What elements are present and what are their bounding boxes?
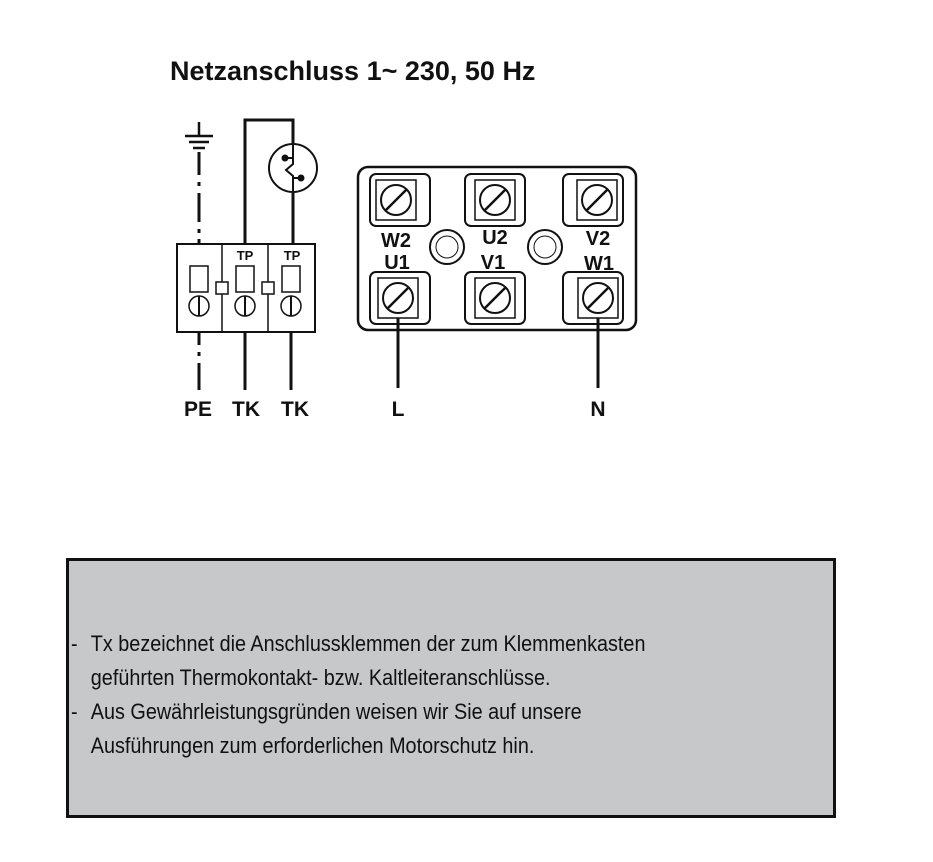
- label-w1: W1: [584, 253, 614, 275]
- note-2-dash: -: [71, 699, 78, 724]
- thermostat-icon: [269, 144, 317, 192]
- terminal-v1: [465, 272, 525, 324]
- label-w2: W2: [381, 230, 411, 252]
- mounting-hole-right: [528, 230, 562, 264]
- note-1-dash: -: [71, 631, 78, 656]
- terminal-v2: [563, 174, 623, 226]
- note-2-line-2: Ausführungen zum erforderlichen Motorschutz hin.: [90, 733, 535, 758]
- note-1-line-2: geführten Thermokontakt- bzw. Kaltleiteranschlüsse.: [90, 665, 551, 690]
- terminal-u2: [465, 174, 525, 226]
- notes-box: [66, 558, 836, 818]
- terminal-w1: [563, 272, 623, 324]
- label-v2: V2: [585, 228, 611, 250]
- earth-ground-icon: [185, 122, 213, 148]
- tk-wires: [245, 332, 291, 390]
- note-2: [71, 695, 748, 763]
- tp-label-1: TP: [236, 248, 254, 263]
- label-tk-1: TK: [232, 398, 260, 421]
- label-l: L: [391, 398, 405, 421]
- terminal-u1: [370, 272, 430, 324]
- label-tk-2: TK: [281, 398, 309, 421]
- note-1: [71, 627, 748, 695]
- diagram-title: Netzanschluss 1~ 230, 50 Hz: [170, 56, 536, 86]
- label-n: N: [590, 398, 606, 421]
- mounting-hole-left: [430, 230, 464, 264]
- label-pe: PE: [183, 398, 213, 421]
- label-v1: V1: [480, 252, 506, 274]
- note-1-line-1: Tx bezeichnet die Anschlussklemmen der zum Klemmenkasten: [90, 631, 646, 656]
- label-u1: U1: [384, 252, 410, 274]
- tp-label-2: TP: [283, 248, 301, 263]
- label-u2: U2: [482, 227, 508, 249]
- note-2-line-1: Aus Gewährleistungsgründen weisen wir Sie auf unsere: [90, 699, 582, 724]
- terminal-w2: [370, 174, 430, 226]
